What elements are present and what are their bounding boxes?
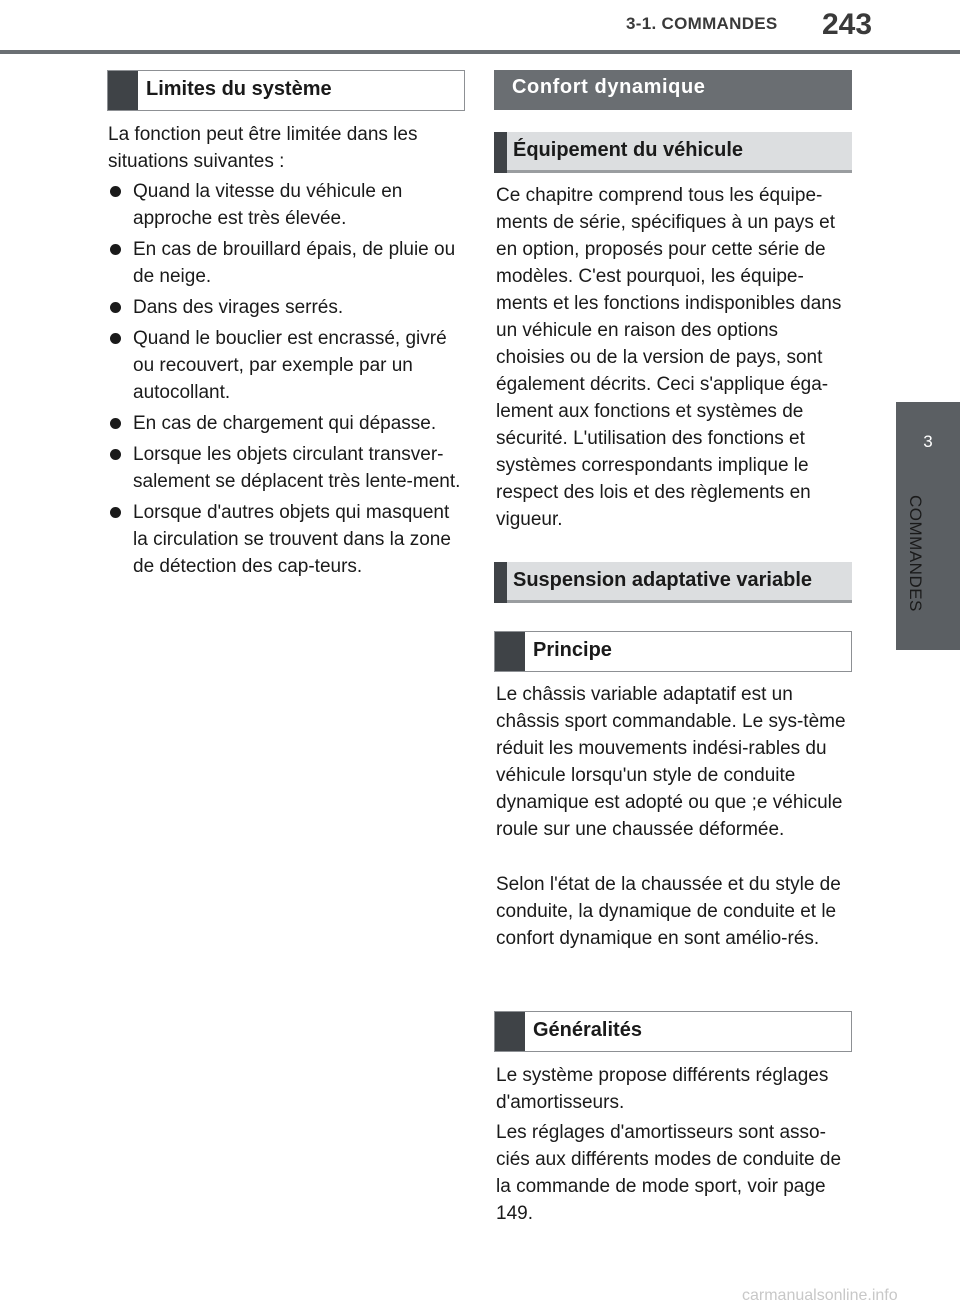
list-item — [108, 499, 468, 580]
page-number: 243 — [822, 8, 873, 41]
heading-marker — [495, 632, 525, 671]
chapter-heading-label: Confort dynamique — [512, 76, 706, 98]
heading-label: Principe — [533, 639, 612, 661]
list-item-text: Quand la vitesse du véhicule en approche est très élevée. — [133, 181, 403, 229]
heading-label: Suspension adaptative variable — [513, 569, 812, 591]
header-rule — [0, 50, 960, 54]
heading-marker — [494, 132, 507, 173]
list-item — [108, 441, 468, 495]
list-item — [108, 236, 468, 290]
list-item — [108, 410, 468, 437]
heading-label: Généralités — [533, 1019, 642, 1041]
list-item-text: Lorsque les objets circulant transver-salement se déplacent très lente-ment. — [133, 444, 461, 492]
chapter-tab-label: COMMANDES — [906, 495, 925, 612]
list-item — [108, 178, 468, 232]
bullet-icon — [110, 186, 121, 197]
general-paragraph-1: Le système propose différents réglages d'amortisseurs. — [496, 1065, 829, 1113]
list-item-text: Lorsque d'autres objets qui masquent la circulation se trouvent dans la zone de détection des cap-teurs. — [133, 502, 451, 577]
heading-label: Limites du système — [146, 78, 332, 100]
heading-limites-du-systeme — [107, 70, 465, 111]
intro-paragraph: La fonction peut être limitée dans les situations suivantes : — [108, 124, 418, 172]
heading-principe — [494, 631, 852, 672]
limitations-list — [108, 178, 468, 584]
bullet-icon — [110, 333, 121, 344]
chapter-tab-number: 3 — [923, 432, 933, 451]
general-paragraph-2: Les réglages d'amortisseurs sont asso-ciés aux différents modes de conduite de la commande de mode sport, voir page 149. — [496, 1122, 842, 1224]
section-title: 3-1. COMMANDES — [626, 14, 778, 33]
heading-marker — [108, 71, 138, 110]
bullet-icon — [110, 507, 121, 518]
heading-equipement — [494, 132, 852, 173]
list-item-text: En cas de chargement qui dépasse. — [133, 413, 437, 434]
heading-marker — [494, 562, 507, 603]
principle-paragraph-2: Selon l'état de la chaussée et du style de conduite, la dynamique de conduite et le confort dynamique en sont amélio-rés. — [496, 874, 841, 949]
list-item — [108, 294, 468, 321]
heading-marker — [495, 1012, 525, 1051]
heading-suspension — [494, 562, 852, 603]
equipment-paragraph: Ce chapitre comprend tous les équipe-ments de série, spécifiques à un pays et en option, proposés pour cette série de modèles. C'est pourquoi, les équipe-ments et les fonctions indisponibles dans un véhicule en raison des options choisies ou de la version de pays, sont également décrits. Ceci s'applique éga-lement aux fonctions et systèmes de sécurité. L'utilisation des fonctions et systèmes correspondants implique le respect des lois et des règlements en vigueur. — [496, 185, 842, 530]
list-item — [108, 325, 468, 406]
bullet-icon — [110, 418, 121, 429]
watermark-text: carmanualsonline.info — [742, 1287, 898, 1304]
list-item-text: Quand le bouclier est encrassé, givré ou recouvert, par exemple par un autocollant. — [133, 328, 447, 403]
bullet-icon — [110, 244, 121, 255]
list-item-text: Dans des virages serrés. — [133, 297, 344, 318]
heading-label: Équipement du véhicule — [513, 139, 744, 161]
bullet-icon — [110, 302, 121, 313]
principle-paragraph-1: Le châssis variable adaptatif est un châssis sport commandable. Le sys-tème réduit les mouvements indési-rables du véhicule lorsqu'un style de conduite dynamique est adopté ou que ;e véhicule roule sur une chaussée déformée. — [496, 684, 846, 840]
list-item-text: En cas de brouillard épais, de pluie ou de neige. — [133, 239, 456, 287]
heading-generalites — [494, 1011, 852, 1052]
chapter-heading — [494, 70, 852, 110]
bullet-icon — [110, 449, 121, 460]
